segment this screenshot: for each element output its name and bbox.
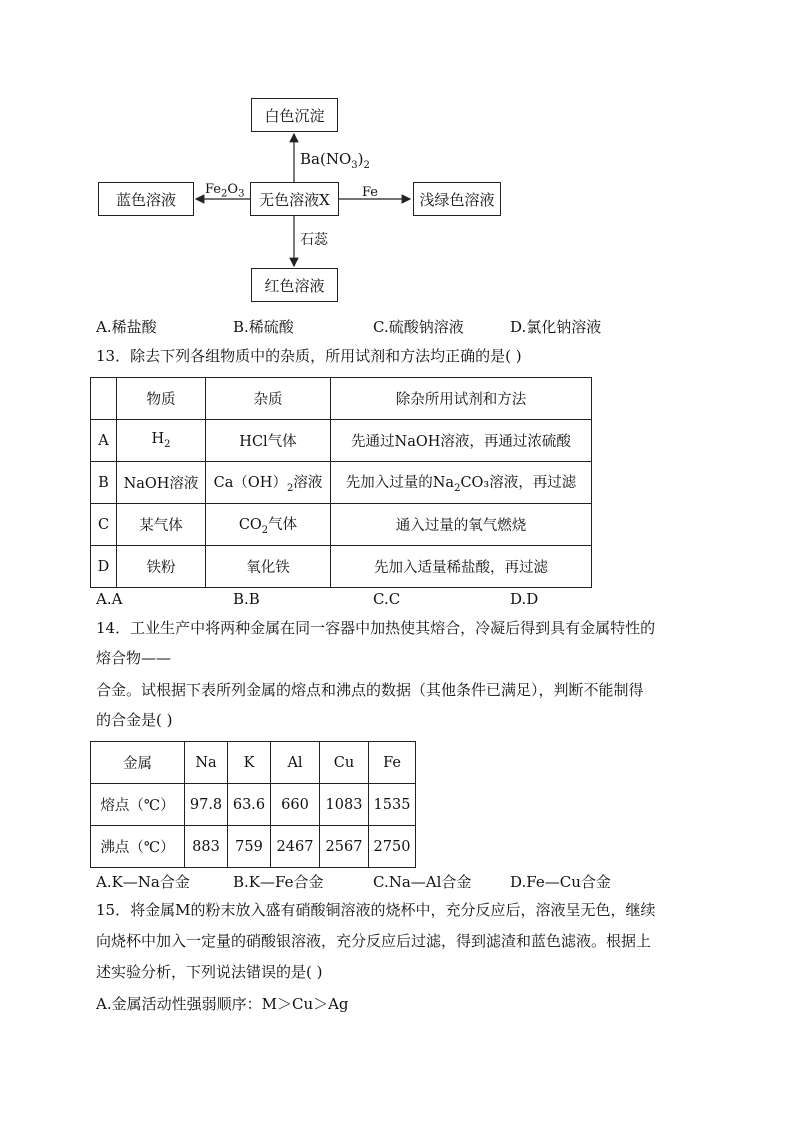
- cell-substance: 铁粉: [117, 546, 206, 588]
- q15-stem-line-1: 15．将金属M的粉末放入盛有硝酸铜溶液的烧杯中，充分反应后，溶液呈无色，继续: [96, 901, 656, 919]
- q13-stem: 13．除去下列各组物质中的杂质，所用试剂和方法均正确的是( ): [96, 347, 522, 365]
- header-cell: 物质: [117, 378, 206, 420]
- table-row: [91, 504, 592, 546]
- option-b[interactable]: B.稀硫酸: [233, 318, 294, 336]
- q14-stem-line-1: 14．工业生产中将两种金属在同一容器中加热使其熔合，冷凝后得到具有金属特性的: [96, 619, 656, 637]
- table-row: [91, 420, 592, 462]
- q15-stem-line-2: 向烧杯中加入一定量的硝酸银溶液，充分反应后过滤，得到滤渣和蓝色滤液。根据上: [96, 932, 652, 950]
- q12-options: [96, 316, 736, 338]
- row-key: C: [91, 504, 117, 546]
- node-white-precipitate: [251, 98, 338, 132]
- diagram-arrows: [0, 0, 794, 320]
- cell-substance: 某气体: [117, 504, 206, 546]
- node-label: 红色溶液: [264, 276, 325, 295]
- table-header-row: [91, 378, 592, 420]
- header-cell: Cu: [320, 742, 369, 784]
- node-light-green-solution: [413, 182, 501, 216]
- label-litmus: 石蕊: [300, 232, 328, 248]
- table-row: [91, 462, 592, 504]
- cell-method: 先加入过量的$Na_2CO_3$溶液，再过滤: [331, 462, 592, 504]
- cell-value: 2467: [271, 826, 320, 868]
- option-b[interactable]: B.B: [233, 590, 260, 608]
- q15-option-a[interactable]: A.金属活动性强弱顺序：M＞Cu＞Ag: [96, 995, 349, 1013]
- header-cell: 杂质: [206, 378, 331, 420]
- label-fe: Fe: [362, 185, 379, 200]
- q14-stem-line-3: 合金。试根据下表所列金属的熔点和沸点的数据（其他条件已满足），判断不能制得: [96, 681, 644, 699]
- label-ba-no3-2: $Ba(NO_3)_2$: [300, 150, 370, 171]
- table-row: [91, 826, 416, 868]
- cell-method: 先加入适量稀盐酸，再过滤: [331, 546, 592, 588]
- node-red-solution: [251, 268, 338, 302]
- table-row: [91, 546, 592, 588]
- cell-value: 2750: [369, 826, 416, 868]
- cell-substance: $H_2$: [117, 420, 206, 462]
- row-key: D: [91, 546, 117, 588]
- node-blue-solution: [98, 182, 194, 216]
- label-fe2o3: $Fe_2O_3$: [205, 182, 245, 200]
- cell-value: 759: [228, 826, 271, 868]
- cell-impurity: 氧化铁: [206, 546, 331, 588]
- header-cell: 除杂所用试剂和方法: [331, 378, 592, 420]
- option-c[interactable]: C.C: [373, 590, 401, 608]
- cell-label: 熔点（℃）: [91, 784, 185, 826]
- q14-table: [90, 741, 416, 868]
- cell-value: 63.6: [228, 784, 271, 826]
- cell-label: 沸点（℃）: [91, 826, 185, 868]
- q15-stem-line-3: 述实验分析，下列说法错误的是( ): [96, 963, 323, 981]
- cell-value: 1083: [320, 784, 369, 826]
- header-cell: K: [228, 742, 271, 784]
- cell-value: 2567: [320, 826, 369, 868]
- option-c[interactable]: C.Na—Al合金: [373, 873, 472, 891]
- cell-method: 先通过NaOH溶液，再通过浓硫酸: [331, 420, 592, 462]
- option-d[interactable]: D.Fe—Cu合金: [510, 873, 611, 891]
- node-colorless-solution-x: [250, 182, 339, 216]
- q14-options: [96, 871, 736, 893]
- header-cell: Fe: [369, 742, 416, 784]
- q14-stem-line-4: 的合金是( ): [96, 711, 173, 729]
- cell-value: 1535: [369, 784, 416, 826]
- cell-value: 883: [185, 826, 228, 868]
- cell-value: 660: [271, 784, 320, 826]
- option-a[interactable]: A.K—Na合金: [96, 873, 190, 891]
- table-header-row: [91, 742, 416, 784]
- node-label: 白色沉淀: [264, 106, 325, 125]
- header-cell: 金属: [91, 742, 185, 784]
- q13-options: [96, 590, 736, 612]
- cell-impurity: $CO_2$气体: [206, 504, 331, 546]
- cell-method: 通入过量的氧气燃烧: [331, 504, 592, 546]
- option-c[interactable]: C.硫酸钠溶液: [373, 318, 464, 336]
- option-a[interactable]: A.稀盐酸: [96, 318, 157, 336]
- cell-impurity: HCl气体: [206, 420, 331, 462]
- cell-impurity: $Ca(OH)_2$溶液: [206, 462, 331, 504]
- option-a[interactable]: A.A: [96, 590, 123, 608]
- option-b[interactable]: B.K—Fe合金: [233, 873, 324, 891]
- option-d[interactable]: D.D: [510, 590, 539, 608]
- row-key: A: [91, 420, 117, 462]
- q14-stem-line-2: 熔合物——: [96, 649, 172, 667]
- header-cell: [91, 378, 117, 420]
- cell-value: 97.8: [185, 784, 228, 826]
- cell-substance: NaOH溶液: [117, 462, 206, 504]
- option-d[interactable]: D.氯化钠溶液: [510, 318, 602, 336]
- node-label: 蓝色溶液: [115, 190, 176, 209]
- header-cell: Na: [185, 742, 228, 784]
- table-row: [91, 784, 416, 826]
- row-key: B: [91, 462, 117, 504]
- q13-table: [90, 377, 592, 588]
- node-label: 浅绿色溶液: [419, 190, 495, 209]
- header-cell: Al: [271, 742, 320, 784]
- node-label: 无色溶液X: [259, 190, 330, 209]
